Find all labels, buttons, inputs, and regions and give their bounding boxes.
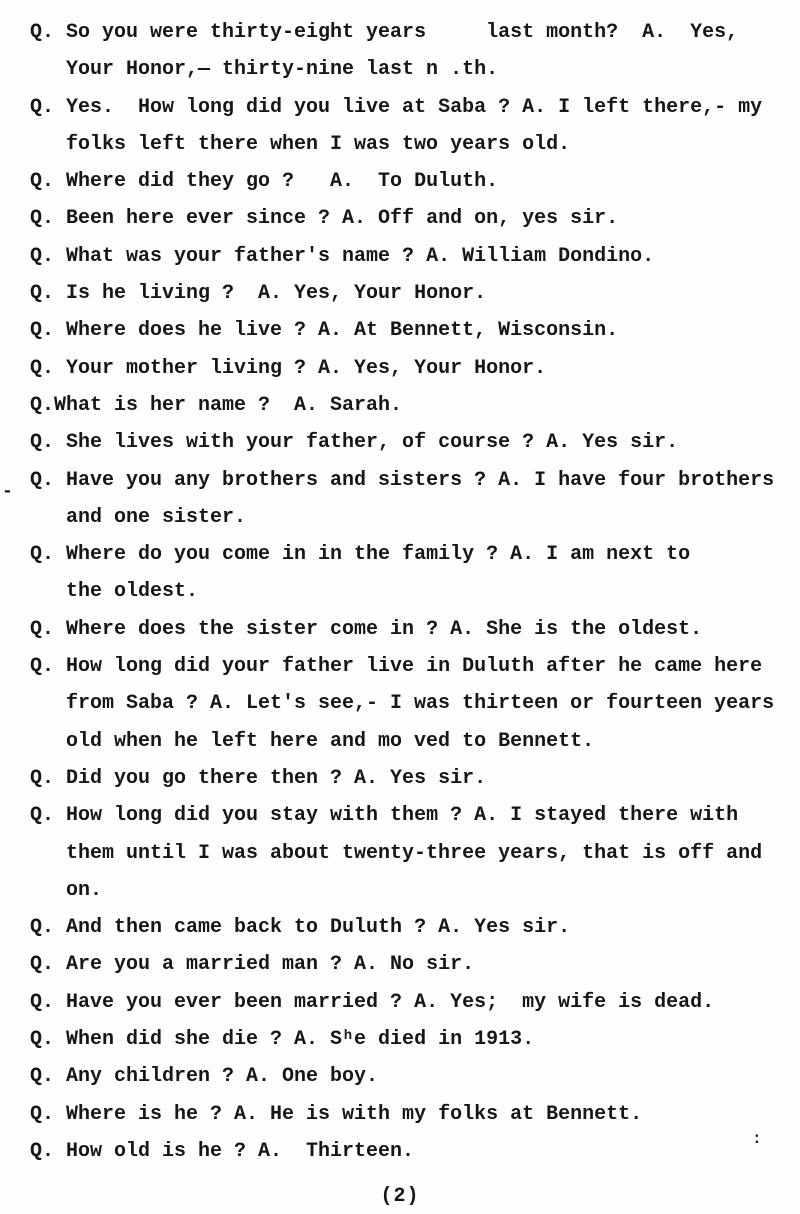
transcript-line: Q. Where did they go ? A. To Duluth.	[30, 170, 499, 194]
transcript-line: Your Honor,— thirty-nine last n .th.	[66, 58, 499, 82]
transcript-line: Q. How old is he ? A. Thirteen.	[30, 1139, 415, 1163]
transcript-line: Q. What was your father's name ? A. William Dondino.	[30, 244, 655, 268]
transcript-lines	[30, 14, 800, 1170]
transcript-line: Q. Where does he live ? A. At Bennett, Wisconsin.	[30, 319, 619, 343]
transcript-line: Q.What is her name ? A. Sarah.	[30, 393, 403, 417]
transcript-line: Q. Where does the sister come in ? A. She is the oldest.	[30, 617, 703, 641]
page-number: (2)	[380, 1185, 420, 1208]
transcript-line: on.	[66, 878, 103, 902]
transcript-line: Q. Where do you come in in the family ? A. I am next to	[30, 543, 691, 567]
transcript-line: Q. She lives with your father, of course ? A. Yes sir.	[30, 431, 679, 455]
transcript-line: Q. How long did you stay with them ? A. I stayed there with	[30, 804, 739, 828]
transcript-line: Q. So you were thirty-eight years last month? A. Yes,	[30, 21, 739, 44]
transcript-line: Q. Yes. How long did you live at Saba ? A. I left there,- my	[30, 95, 763, 119]
transcript-line: old when he left here and mo ved to Bennett.	[66, 729, 595, 753]
transcript-line: Q. Have you any brothers and sisters ? A. I have four brothers	[30, 468, 775, 492]
transcript-line: the oldest.	[66, 580, 199, 604]
transcript-line: Q. Have you ever been married ? A. Yes; my wife is dead.	[30, 990, 715, 1014]
transcript-line: them until I was about twenty-three years, that is off and	[66, 841, 763, 865]
speck-mark: :	[752, 1130, 762, 1148]
margin-mark: -	[2, 482, 13, 502]
transcript-line: Q. Where is he ? A. He is with my folks at Bennett.	[30, 1102, 643, 1126]
transcript-line: Q. How long did your father live in Duluth after he came here	[30, 655, 763, 679]
transcript-line: Q. Been here ever since ? A. Off and on, yes sir.	[30, 207, 619, 231]
transcript-line: Q. Any children ? A. One boy.	[30, 1065, 379, 1089]
transcript-line: Q. When did she die ? A. Sʰe died in 1913.	[30, 1028, 535, 1052]
transcript-line: and one sister.	[66, 505, 247, 529]
transcript-line: Q. Is he living ? A. Yes, Your Honor.	[30, 282, 487, 306]
transcript-line: from Saba ? A. Let's see,- I was thirteen or fourteen years	[66, 692, 775, 716]
transcript-line: folks left there when I was two years old.	[66, 132, 571, 156]
transcript-line: Q. Your mother living ? A. Yes, Your Honor.	[30, 356, 547, 380]
transcript-line: Q. Did you go there then ? A. Yes sir.	[30, 766, 487, 790]
transcript-line: Q. And then came back to Duluth ? A. Yes sir.	[30, 916, 571, 940]
transcript-line: Q. Are you a married man ? A. No sir.	[30, 953, 475, 977]
